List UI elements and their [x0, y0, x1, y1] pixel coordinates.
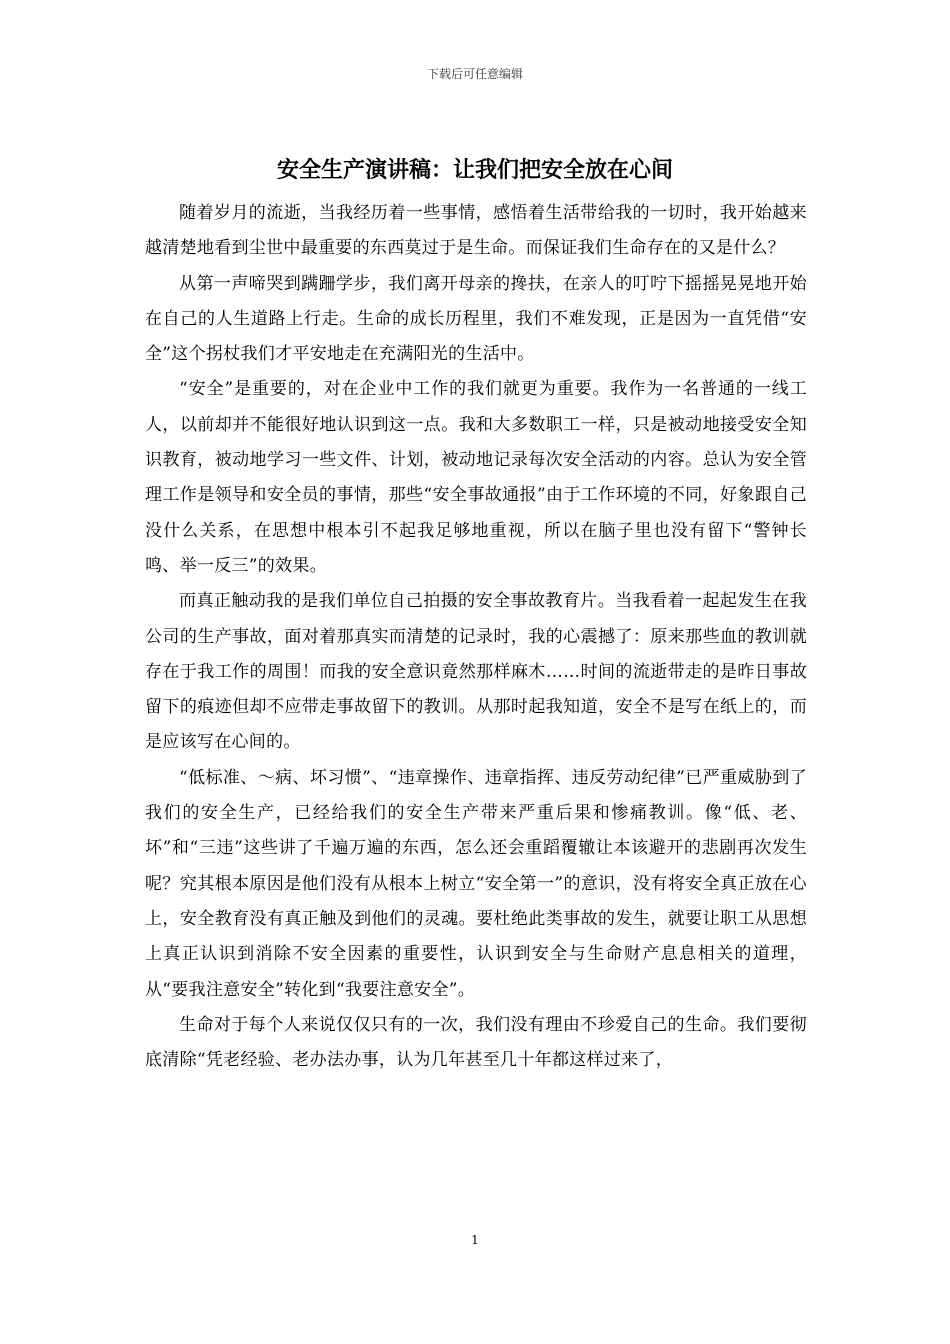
- page-number: 1: [471, 1233, 479, 1247]
- paragraph: “安全”是重要的，对在企业中工作的我们就更为重要。我作为一名普通的一线工人，以前却并不能很好地认识到这一点。我和大多数职工一样，只是被动地接受安全知识教育，被动地学习一些文件、计划，被动地记录每次安全活动的内容。总认为安全管理工作是领导和安全员的事情，那些“安全事故通报”由于工作环境的不同，好象跟自己没什么关系，在思想中根本引不起我足够地重视，所以在脑子里也没有留下“警钟长鸣、举一反三”的效果。: [145, 379, 807, 576]
- document-title: 安全生产演讲稿：让我们把安全放在心间: [276, 157, 673, 183]
- page-header: 下载后可任意编辑: [426, 67, 523, 81]
- paragraph: “低标准、～病、坏习惯”、“违章操作、违章指挥、违反劳动纪律”已严重威胁到了我们的安全生产，已经给我们的安全生产带来严重后果和惨痛教训。像“低、老、坏”和“三违”这些讲了千遍万遍的东西，怎么还会重蹈覆辙让本该避开的悲剧再次发生呢？究其根本原因是他们没有从根本上树立“安全第一”的意识，没有将安全真正放在心上，安全教育没有真正触及到他们的灵魂。要杜绝此类事故的发生，就要让职工从思想上真正认识到消除不安全因素的重要性，认识到安全与生命财产息息相关的道理，从“要我注意安全”转化到“我要注意安全”。: [145, 767, 807, 1000]
- document-body: [145, 196, 807, 1078]
- paragraph: 从第一声啼哭到蹒跚学步，我们离开母亲的搀扶，在亲人的叮咛下摇摇晃晃地开始在自己的人生道路上行走。生命的成长历程里，我们不难发现，正是因为一直凭借“安全”这个拐杖我们才平安地走在充满阳光的生活中。: [145, 273, 807, 365]
- paragraph: 随着岁月的流逝，当我经历着一些事情，感悟着生活带给我的一切时，我开始越来越清楚地看到尘世中最重要的东西莫过于是生命。而保证我们生命存在的又是什么？: [145, 203, 807, 259]
- paragraph: 生命对于每个人来说仅仅只有的一次，我们没有理由不珍爱自己的生命。我们要彻底清除“凭老经验、老办法办事，认为几年甚至几十年都这样过来了，: [145, 1014, 807, 1071]
- paragraph: 而真正触动我的是我们单位自己拍摄的安全事故教育片。当我看着一起起发生在我公司的生产事故，面对着那真实而清楚的记录时，我的心震撼了：原来那些血的教训就存在于我工作的周围！而我的安全意识竟然那样麻木……时间的流逝带走的是昨日事故留下的痕迹但却不应带走事故留下的教训。从那时起我知道，安全不是写在纸上的，而是应该写在心间的。: [145, 591, 807, 753]
